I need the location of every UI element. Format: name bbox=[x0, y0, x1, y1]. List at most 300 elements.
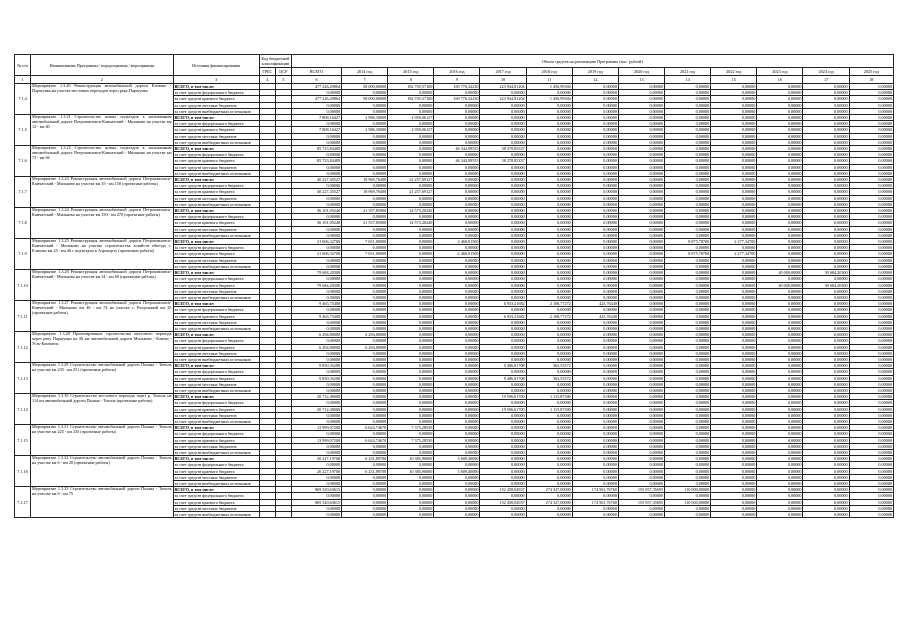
year-value: 0,00000 bbox=[618, 146, 664, 152]
year-value: 0,00000 bbox=[572, 189, 618, 195]
total-value: 0,00000 bbox=[291, 164, 341, 170]
funding-source: за счет средств внебюджетных источников bbox=[173, 232, 259, 238]
year-value: 0,00000 bbox=[434, 301, 480, 307]
year-value: 0,00000 bbox=[434, 319, 480, 325]
column-number: 3 bbox=[173, 76, 259, 84]
year-value: 0,00000 bbox=[803, 108, 849, 114]
year-value: 46 344,99555 bbox=[434, 158, 480, 164]
total-value: 0,00000 bbox=[291, 325, 341, 331]
year-value: 0,00000 bbox=[757, 121, 803, 127]
year-value: 21 257,69127 bbox=[388, 177, 434, 183]
year-value: 0,00000 bbox=[757, 375, 803, 381]
year-value: 0,00000 bbox=[480, 325, 526, 331]
year-value: 0,00000 bbox=[757, 387, 803, 393]
year-value: 0,00000 bbox=[849, 381, 893, 387]
year-value: 0,00000 bbox=[434, 313, 480, 319]
year-value: 0,00000 bbox=[388, 288, 434, 294]
total-value: 0,00000 bbox=[291, 449, 341, 455]
year-value: 14 573,20240 bbox=[388, 220, 434, 226]
year-value: 0,00000 bbox=[434, 183, 480, 189]
year-value: 0,00000 bbox=[434, 90, 480, 96]
year-value: 0,00000 bbox=[388, 102, 434, 108]
funding-source: за счет средств внебюджетных источников bbox=[173, 294, 259, 300]
year-value: 0,00000 bbox=[434, 270, 480, 276]
year-value: 0,00000 bbox=[757, 195, 803, 201]
year-value: 0,00000 bbox=[480, 418, 526, 424]
funding-source: за счет средств федерального бюджета bbox=[173, 338, 259, 344]
funding-source: за счет средств федерального бюджета bbox=[173, 90, 259, 96]
year-value: 2 277,34700 bbox=[711, 251, 757, 257]
year-value: 0,00000 bbox=[434, 344, 480, 350]
year-value: 0,00000 bbox=[342, 313, 388, 319]
year-value: 0,00000 bbox=[803, 195, 849, 201]
year-value: 0,00000 bbox=[480, 505, 526, 511]
year-value: 0,00000 bbox=[434, 282, 480, 288]
year-value: 0,00000 bbox=[618, 431, 664, 437]
year-value: 0,00000 bbox=[572, 307, 618, 313]
year-value: 0,00000 bbox=[342, 449, 388, 455]
year-value: 0,00000 bbox=[434, 425, 480, 431]
total-value: 0,00000 bbox=[291, 245, 341, 251]
year-value: 8 875,78700 bbox=[665, 251, 711, 257]
funding-source: за счет средств федерального бюджета bbox=[173, 152, 259, 158]
year-value: 0,00000 bbox=[849, 257, 893, 263]
year-value: 0,00000 bbox=[803, 96, 849, 102]
year-value: 0,00000 bbox=[526, 412, 572, 418]
year-value: 0,00000 bbox=[803, 170, 849, 176]
year-value: 0,00000 bbox=[572, 139, 618, 145]
year-value: 0,00000 bbox=[480, 294, 526, 300]
year-value: 0,00000 bbox=[480, 226, 526, 232]
year-value: 0,00000 bbox=[342, 338, 388, 344]
year-value: 0,00000 bbox=[665, 350, 711, 356]
year-value: 0,00000 bbox=[618, 307, 664, 313]
year-value: 0,00000 bbox=[480, 127, 526, 133]
funding-source: за счет средств федерального бюджета bbox=[173, 369, 259, 375]
measure-number: 7.1.6 bbox=[15, 146, 31, 177]
column-number: 4 bbox=[259, 76, 275, 84]
year-value: 0,00000 bbox=[480, 90, 526, 96]
year-value: 0,00000 bbox=[665, 152, 711, 158]
year-value: 0,00000 bbox=[803, 437, 849, 443]
year-value: 0,00000 bbox=[342, 257, 388, 263]
year-value: 0,00000 bbox=[618, 301, 664, 307]
year-value: 0,00000 bbox=[665, 301, 711, 307]
year-value: 0,00000 bbox=[526, 449, 572, 455]
year-value: 0,00000 bbox=[572, 245, 618, 251]
year-value: 0,00000 bbox=[342, 512, 388, 518]
year-value: 0,00000 bbox=[803, 115, 849, 121]
year-value: 0,00000 bbox=[849, 226, 893, 232]
year-value: 0,00000 bbox=[342, 195, 388, 201]
year-value: 0,00000 bbox=[665, 319, 711, 325]
year-value: 0,00000 bbox=[665, 307, 711, 313]
year-value: 0,00000 bbox=[665, 294, 711, 300]
funding-source: за счет средств местных бюджетов bbox=[173, 102, 259, 108]
year-value: 0,00000 bbox=[572, 350, 618, 356]
measure-number: 7.1.17 bbox=[15, 487, 31, 518]
year-value: 0,00000 bbox=[711, 263, 757, 269]
year-value: 0,00000 bbox=[665, 338, 711, 344]
year-value: 0,00000 bbox=[342, 301, 388, 307]
funding-source: за счет средств краевого бюджета bbox=[173, 220, 259, 226]
year-value: 0,00000 bbox=[803, 505, 849, 511]
total-value: 0,00000 bbox=[291, 263, 341, 269]
year-value: 0,00000 bbox=[480, 102, 526, 108]
year-value: 0,00000 bbox=[711, 332, 757, 338]
year-value: 0,00000 bbox=[434, 115, 480, 121]
year-value: 0,00000 bbox=[757, 449, 803, 455]
year-value: 0,00000 bbox=[572, 127, 618, 133]
year-value: 0,00000 bbox=[618, 288, 664, 294]
year-value: 0,00000 bbox=[526, 350, 572, 356]
year-value: 10 385,90000 bbox=[388, 468, 434, 474]
year-value: 0,00000 bbox=[434, 512, 480, 518]
year-value: 21 557,85000 bbox=[342, 208, 388, 214]
year-value: 0,00000 bbox=[665, 381, 711, 387]
year-value: 0,00000 bbox=[803, 294, 849, 300]
year-value: 0,00000 bbox=[665, 90, 711, 96]
year-value: 0,00000 bbox=[572, 177, 618, 183]
measure-name: Мероприятие 1.3.21 Строительство новых подъездов к наложенным автомобильной дороге Петропавловск-Камчатский - Мильково на участке км 12 - км 40 bbox=[31, 115, 173, 146]
year-value: 0,00000 bbox=[711, 226, 757, 232]
year-value: 110 000,00000 bbox=[665, 499, 711, 505]
funding-source: за счет средств краевого бюджета bbox=[173, 468, 259, 474]
column-number: 5 bbox=[275, 76, 291, 84]
total-value: 85 723,84489 bbox=[291, 146, 341, 152]
total-value: 36 101,05240 bbox=[291, 208, 341, 214]
year-value: 0,00000 bbox=[526, 270, 572, 276]
year-value: 0,00000 bbox=[434, 325, 480, 331]
year-value: 0,00000 bbox=[757, 226, 803, 232]
year-value: 0,00000 bbox=[849, 338, 893, 344]
year-value: 0,00000 bbox=[388, 418, 434, 424]
column-number: 9 bbox=[434, 76, 480, 84]
year-value: 0,00000 bbox=[434, 139, 480, 145]
funding-source: за счет средств внебюджетных источников bbox=[173, 263, 259, 269]
year-value: 0,00000 bbox=[480, 282, 526, 288]
year-value: 0,00000 bbox=[434, 437, 480, 443]
year-value: 0,00000 bbox=[342, 325, 388, 331]
year-value: 0,00000 bbox=[757, 158, 803, 164]
year-value: 40 000,00000 bbox=[757, 282, 803, 288]
year-value: 0,00000 bbox=[849, 400, 893, 406]
year-value: 0,00000 bbox=[757, 139, 803, 145]
column-number: 6 bbox=[291, 76, 341, 84]
header-year: 2019 год bbox=[572, 68, 618, 76]
year-value: 9 486,81708 bbox=[480, 363, 526, 369]
year-value: 0,00000 bbox=[618, 462, 664, 468]
year-value: 0,00000 bbox=[803, 400, 849, 406]
year-value: 0,00000 bbox=[803, 487, 849, 493]
year-value: 0,00000 bbox=[849, 102, 893, 108]
year-value: 0,00000 bbox=[618, 108, 664, 114]
funding-source: за счет средств краевого бюджета bbox=[173, 375, 259, 381]
year-value: 0,00000 bbox=[388, 381, 434, 387]
measure-number: 7.1.14 bbox=[15, 394, 31, 425]
measure-number: 7.1.9 bbox=[15, 239, 31, 270]
year-value: 0,00000 bbox=[803, 418, 849, 424]
year-value: 0,00000 bbox=[480, 474, 526, 480]
year-value: 0,00000 bbox=[388, 313, 434, 319]
year-value: 0,00000 bbox=[526, 251, 572, 257]
funding-source: за счет средств местных бюджетов bbox=[173, 226, 259, 232]
year-value: 0,00000 bbox=[803, 102, 849, 108]
year-value: 0,00000 bbox=[526, 474, 572, 480]
year-value: 0,00000 bbox=[849, 127, 893, 133]
funding-source: за счет средств краевого бюджета bbox=[173, 96, 259, 102]
year-value: 0,00000 bbox=[803, 499, 849, 505]
year-value: 0,00000 bbox=[388, 387, 434, 393]
year-value: 0,00000 bbox=[526, 369, 572, 375]
funding-source: ВСЕГО, в том числе: bbox=[173, 456, 259, 462]
year-value: 0,00000 bbox=[342, 288, 388, 294]
year-value: 0,00000 bbox=[526, 332, 572, 338]
year-value: 0,00000 bbox=[342, 431, 388, 437]
funding-source: за счет средств местных бюджетов bbox=[173, 195, 259, 201]
total-value: 0,00000 bbox=[291, 412, 341, 418]
year-value: 423,76440 bbox=[572, 301, 618, 307]
year-value: 0,00000 bbox=[480, 356, 526, 362]
year-value: 0,00000 bbox=[434, 431, 480, 437]
year-value: 0,00000 bbox=[849, 307, 893, 313]
total-value: 0,00000 bbox=[291, 338, 341, 344]
year-value: 0,00000 bbox=[665, 121, 711, 127]
year-value: 0,00000 bbox=[572, 425, 618, 431]
year-value: 0,00000 bbox=[849, 108, 893, 114]
year-value: 0,00000 bbox=[849, 474, 893, 480]
year-value: 0,00000 bbox=[388, 158, 434, 164]
year-value: 0,00000 bbox=[803, 226, 849, 232]
year-value: 0,00000 bbox=[480, 512, 526, 518]
year-value: 0,00000 bbox=[757, 307, 803, 313]
year-value: 0,00000 bbox=[480, 164, 526, 170]
year-value: 0,00000 bbox=[388, 481, 434, 487]
year-value: 0,00000 bbox=[572, 214, 618, 220]
year-value: 0,00000 bbox=[572, 505, 618, 511]
year-value: 0,00000 bbox=[849, 189, 893, 195]
year-value: 0,00000 bbox=[434, 288, 480, 294]
funding-source: за счет средств федерального бюджета bbox=[173, 121, 259, 127]
funding-source: за счет средств внебюджетных источников bbox=[173, 449, 259, 455]
year-value: 0,00000 bbox=[665, 375, 711, 381]
year-value: 0,00000 bbox=[480, 108, 526, 114]
year-value: 0,00000 bbox=[757, 276, 803, 282]
funding-source: за счет средств местных бюджетов bbox=[173, 474, 259, 480]
measure-name: Мероприятие 1.3.33 Строительство автомобильной дороги Палана - Тигиль на участке км 6 - км 75 bbox=[31, 487, 173, 518]
year-value: 0,00000 bbox=[342, 350, 388, 356]
measure-name: Мероприятие 1.3.24 Реконструкция автомобильной дороги Петропавловск-Камчатский - Мильково на участке км 150 - км 270 (проектные работы) bbox=[31, 208, 173, 239]
year-value: 0,00000 bbox=[711, 301, 757, 307]
year-value: 0,00000 bbox=[480, 338, 526, 344]
year-value: 0,00000 bbox=[388, 449, 434, 455]
year-value: 0,00000 bbox=[388, 307, 434, 313]
year-value: 0,00000 bbox=[711, 201, 757, 207]
year-value: 0,00000 bbox=[572, 239, 618, 245]
measure-number: 7.1.15 bbox=[15, 425, 31, 456]
year-value: 0,00000 bbox=[342, 493, 388, 499]
year-value: 0,00000 bbox=[665, 158, 711, 164]
year-value: 0,00000 bbox=[388, 214, 434, 220]
year-value: 0,00000 bbox=[849, 456, 893, 462]
year-value: 0,00000 bbox=[388, 183, 434, 189]
year-value: 0,00000 bbox=[526, 381, 572, 387]
year-value: 0,00000 bbox=[803, 313, 849, 319]
year-value: 0,00000 bbox=[849, 406, 893, 412]
year-value: 0,00000 bbox=[757, 481, 803, 487]
total-value: 85 723,84489 bbox=[291, 158, 341, 164]
measure-name: Мероприятие 1.3.27 Реконструкция автомобильной дороги Петропавловск-Камчатский - Мильково км 46 - км 74 на участке с. Раздольный км 35 (проектные работы) bbox=[31, 301, 173, 332]
year-value: 0,00000 bbox=[434, 481, 480, 487]
measure-name: Мероприятие 1.3.20 Реконструкция автомобильной дороги Елизово - Паратунка на участке мостовых переходов через реку Паратунка bbox=[31, 84, 173, 115]
year-value: 0,00000 bbox=[388, 350, 434, 356]
year-value: 0,00000 bbox=[342, 276, 388, 282]
year-value: 0,00000 bbox=[572, 369, 618, 375]
year-value: 0,00000 bbox=[757, 418, 803, 424]
year-value: 0,00000 bbox=[388, 512, 434, 518]
year-value: 0,00000 bbox=[388, 431, 434, 437]
year-value: 0,00000 bbox=[849, 394, 893, 400]
year-value: 0,00000 bbox=[665, 369, 711, 375]
year-value: 0,00000 bbox=[572, 146, 618, 152]
year-value: 0,00000 bbox=[480, 344, 526, 350]
year-value: 0,00000 bbox=[342, 102, 388, 108]
year-value: 0,00000 bbox=[757, 102, 803, 108]
year-value: 0,00000 bbox=[618, 263, 664, 269]
year-value: 0,00000 bbox=[618, 294, 664, 300]
year-value: 0,00000 bbox=[711, 183, 757, 189]
year-value: 0,00000 bbox=[711, 344, 757, 350]
total-value: 0,00000 bbox=[291, 474, 341, 480]
year-value: 274 327,00000 bbox=[526, 499, 572, 505]
year-value: 0,00000 bbox=[342, 152, 388, 158]
year-value: 21 257,69127 bbox=[388, 189, 434, 195]
funding-source: за счет средств местных бюджетов bbox=[173, 288, 259, 294]
total-value: 9 850,35280 bbox=[291, 375, 341, 381]
funding-source: за счет средств краевого бюджета bbox=[173, 189, 259, 195]
year-value: 0,00000 bbox=[618, 276, 664, 282]
year-value: 0,00000 bbox=[711, 127, 757, 133]
year-value: 274 327,00000 bbox=[526, 487, 572, 493]
year-value: 0,00000 bbox=[803, 245, 849, 251]
year-value: 0,00000 bbox=[618, 356, 664, 362]
year-value: 0,00000 bbox=[665, 512, 711, 518]
year-value: 0,00000 bbox=[849, 282, 893, 288]
year-value: 0,00000 bbox=[434, 152, 480, 158]
year-value: 0,00000 bbox=[342, 226, 388, 232]
year-value: 0,00000 bbox=[618, 443, 664, 449]
year-value: 0,00000 bbox=[618, 270, 664, 276]
year-value: 0,00000 bbox=[849, 431, 893, 437]
year-value: 39 684,20300 bbox=[803, 282, 849, 288]
year-value: 0,00000 bbox=[757, 84, 803, 90]
year-value: 0,00000 bbox=[803, 164, 849, 170]
year-value: 0,00000 bbox=[388, 121, 434, 127]
year-value: 38 378,85337 bbox=[480, 146, 526, 152]
year-value: 0,00000 bbox=[388, 201, 434, 207]
year-value: 0,00000 bbox=[803, 146, 849, 152]
year-value: 0,00000 bbox=[803, 493, 849, 499]
total-value: 0,00000 bbox=[291, 319, 341, 325]
total-value: 0,00000 bbox=[291, 369, 341, 375]
year-value: 0,00000 bbox=[711, 512, 757, 518]
year-value: 0,00000 bbox=[388, 251, 434, 257]
header-source: Источник финансирования bbox=[173, 55, 259, 76]
year-value: 0,00000 bbox=[757, 338, 803, 344]
year-value: 0,00000 bbox=[388, 332, 434, 338]
year-value: 0,00000 bbox=[572, 158, 618, 164]
year-value: 0,00000 bbox=[849, 356, 893, 362]
year-value: 0,00000 bbox=[665, 449, 711, 455]
year-value: 0,00000 bbox=[665, 226, 711, 232]
year-value: 0,00000 bbox=[803, 158, 849, 164]
year-value: 0,00000 bbox=[434, 102, 480, 108]
year-value: 0,00000 bbox=[434, 356, 480, 362]
year-value: 0,00000 bbox=[526, 425, 572, 431]
year-value: 0,00000 bbox=[480, 387, 526, 393]
year-value: 0,00000 bbox=[711, 133, 757, 139]
year-value: 0,00000 bbox=[388, 257, 434, 263]
year-value: 0,00000 bbox=[757, 232, 803, 238]
year-value: 0,00000 bbox=[480, 493, 526, 499]
total-value: 7 808,16427 bbox=[291, 127, 341, 133]
year-value: 0,00000 bbox=[618, 84, 664, 90]
year-value: 0,00000 bbox=[849, 301, 893, 307]
funding-source: ВСЕГО, в том числе: bbox=[173, 301, 259, 307]
measure-number: 7.1.4 bbox=[15, 84, 31, 115]
total-value: 0,00000 bbox=[291, 387, 341, 393]
year-value: 0,00000 bbox=[665, 177, 711, 183]
year-value: 0,00000 bbox=[618, 245, 664, 251]
tsr-cell bbox=[275, 512, 291, 518]
year-value: 0,00000 bbox=[757, 512, 803, 518]
year-value: 0,00000 bbox=[526, 462, 572, 468]
year-value: 0,00000 bbox=[618, 505, 664, 511]
year-value: 0,00000 bbox=[572, 108, 618, 114]
year-value: 0,00000 bbox=[757, 115, 803, 121]
grbs-cell bbox=[259, 512, 275, 518]
funding-source: ВСЕГО, в том числе: bbox=[173, 363, 259, 369]
year-value: 0,00000 bbox=[618, 251, 664, 257]
year-value: 0,00000 bbox=[803, 381, 849, 387]
year-value: 0,00000 bbox=[342, 381, 388, 387]
year-value: 0,00000 bbox=[434, 121, 480, 127]
year-value: 0,00000 bbox=[711, 394, 757, 400]
year-value: 0,00000 bbox=[480, 481, 526, 487]
year-value: 0,00000 bbox=[849, 177, 893, 183]
funding-source: за счет средств местных бюджетов bbox=[173, 412, 259, 418]
year-value: 0,00000 bbox=[711, 270, 757, 276]
year-value: 0,00000 bbox=[849, 121, 893, 127]
year-value: 0,00000 bbox=[757, 146, 803, 152]
year-value: 0,00000 bbox=[711, 282, 757, 288]
year-value: 0,00000 bbox=[434, 220, 480, 226]
year-value: 0,00000 bbox=[388, 319, 434, 325]
year-value: 2 950,06127 bbox=[388, 115, 434, 121]
year-value: 0,00000 bbox=[803, 512, 849, 518]
year-value: 363,53572 bbox=[526, 375, 572, 381]
year-value: 0,00000 bbox=[849, 499, 893, 505]
year-value: 0,00000 bbox=[434, 474, 480, 480]
year-value: 0,00000 bbox=[618, 332, 664, 338]
year-value: 0,00000 bbox=[434, 208, 480, 214]
year-value: 0,00000 bbox=[757, 369, 803, 375]
year-value: 0,00000 bbox=[665, 220, 711, 226]
year-value: 0,00000 bbox=[849, 84, 893, 90]
year-value: 0,00000 bbox=[665, 270, 711, 276]
column-number: 13 bbox=[618, 76, 664, 84]
total-value: 0,00000 bbox=[291, 201, 341, 207]
